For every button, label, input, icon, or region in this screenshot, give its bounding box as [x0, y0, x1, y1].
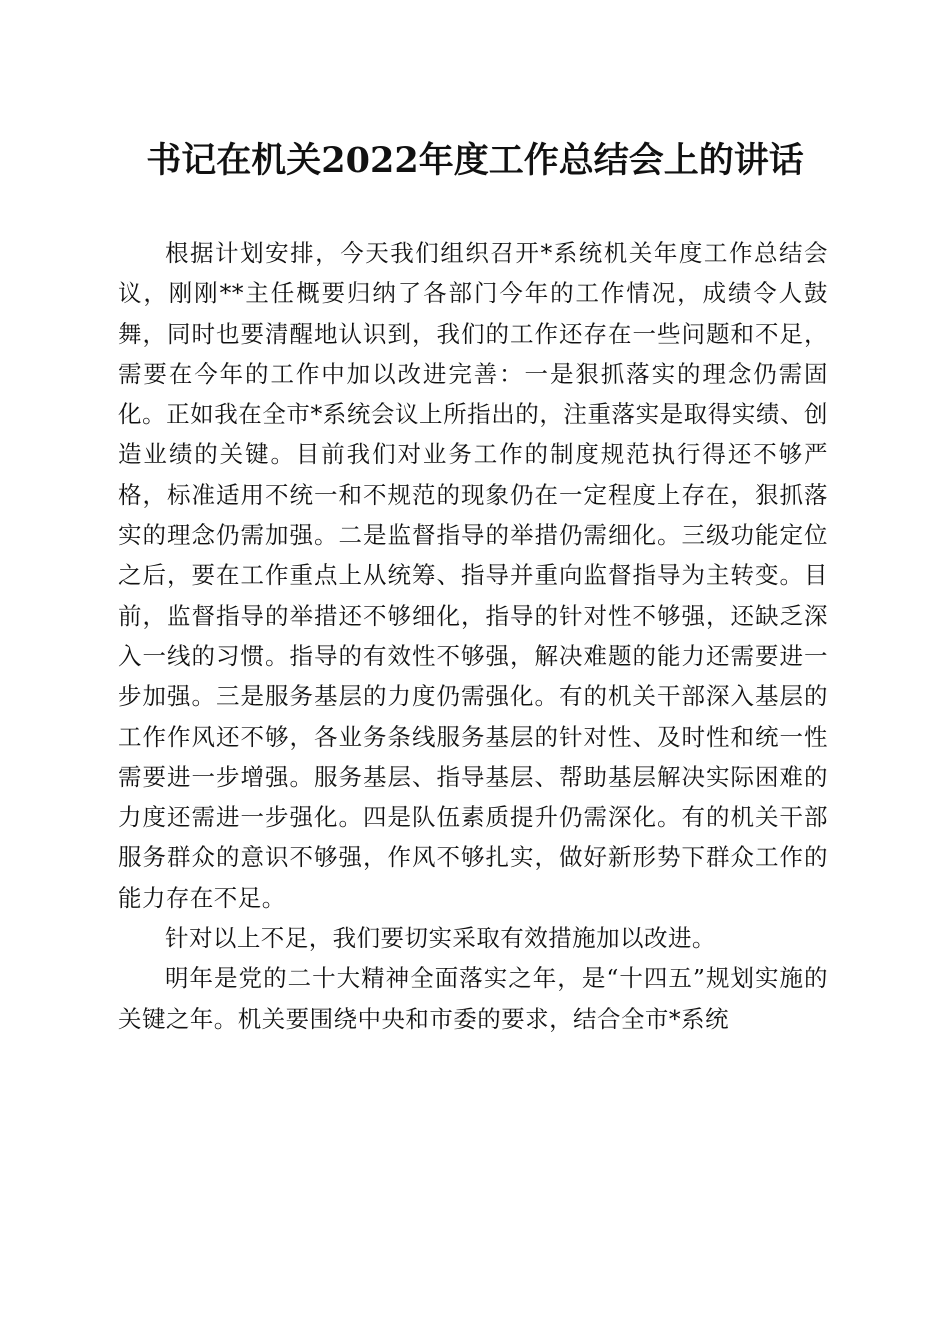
- document-body: [118, 233, 828, 1039]
- paragraph-2: 针对以上不足，我们要切实采取有效措施加以改进。: [165, 924, 716, 953]
- paragraph-1: 根据计划安排，今天我们组织召开*系统机关年度工作总结会议，刚刚**主任概要归纳了各部门今年的工作情况，成绩令人鼓舞，同时也要清醒地认识到，我们的工作还存在一些问题和不足，需要在今年的工作中加以改进完善：一是狠抓落实的理念仍需固化。正如我在全市*系统会议上所指出的，注重落实是取得实绩、创造业绩的关键。目前我们对业务工作的制度规范执行得还不够严格，标准适用不统一和不规范的现象仍在一定程度上存在，狠抓落实的理念仍需加强。二是监督指导的举措仍需细化。三级功能定位之后，要在工作重点上从统筹、指导并重向监督指导为主转变。目前，监督指导的举措还不够细化，指导的针对性不够强，还缺乏深入一线的习惯。指导的有效性不够强，解决难题的能力还需要进一步加强。三是服务基层的力度仍需强化。有的机关干部深入基层的工作作风还不够，各业务条线服务基层的针对性、及时性和统一性需要进一步增强。服务基层、指导基层、帮助基层解决实际困难的力度还需进一步强化。四是队伍素质提升仍需深化。有的机关干部服务群众的意识不够强，作风不够扎实，做好新形势下群众工作的能力存在不足。: [118, 239, 828, 912]
- paragraph-3: 明年是党的二十大精神全面落实之年，是“十四五”规划实施的关键之年。机关要围绕中央和市委的要求，结合全市*系统: [118, 964, 828, 1033]
- document-title: 书记在机关2022年度工作总结会上的讲话: [146, 140, 804, 181]
